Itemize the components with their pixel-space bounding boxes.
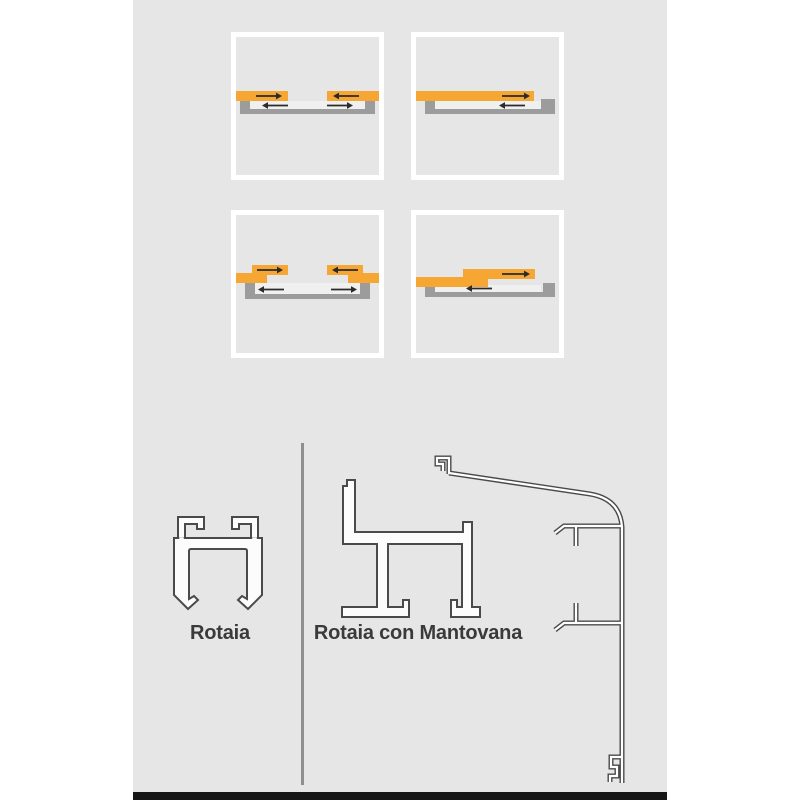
diagram-panel-two-doors-offset: [231, 210, 384, 358]
diagram-single-door-offset: [416, 215, 559, 353]
mantovana-label: Rotaia con Mantovana: [313, 622, 523, 644]
rail-body: [174, 538, 262, 609]
vertical-divider: [301, 443, 304, 785]
rail-top-hook-right: [232, 517, 258, 538]
diagram-panel-single-door-offset: [411, 210, 564, 358]
diagram-panel-single-door: [411, 32, 564, 180]
door-panels: [416, 269, 535, 287]
gray-canvas: [133, 0, 667, 800]
diagram-panel-two-doors-center: [231, 32, 384, 180]
rail-top-hook-left: [178, 517, 204, 538]
diagram-two-doors-center: [236, 37, 379, 175]
footer-bar: [133, 792, 667, 800]
diagram-two-doors-offset: [236, 215, 379, 353]
rotaia-profile-drawing: [168, 497, 268, 619]
track-channel: [425, 99, 555, 114]
mantovana-pelmet-drawing: [430, 445, 670, 790]
rotaia-label: Rotaia: [190, 622, 250, 644]
door-panels: [236, 265, 379, 283]
track-channel: [240, 101, 375, 114]
diagram-single-door: [416, 37, 559, 175]
